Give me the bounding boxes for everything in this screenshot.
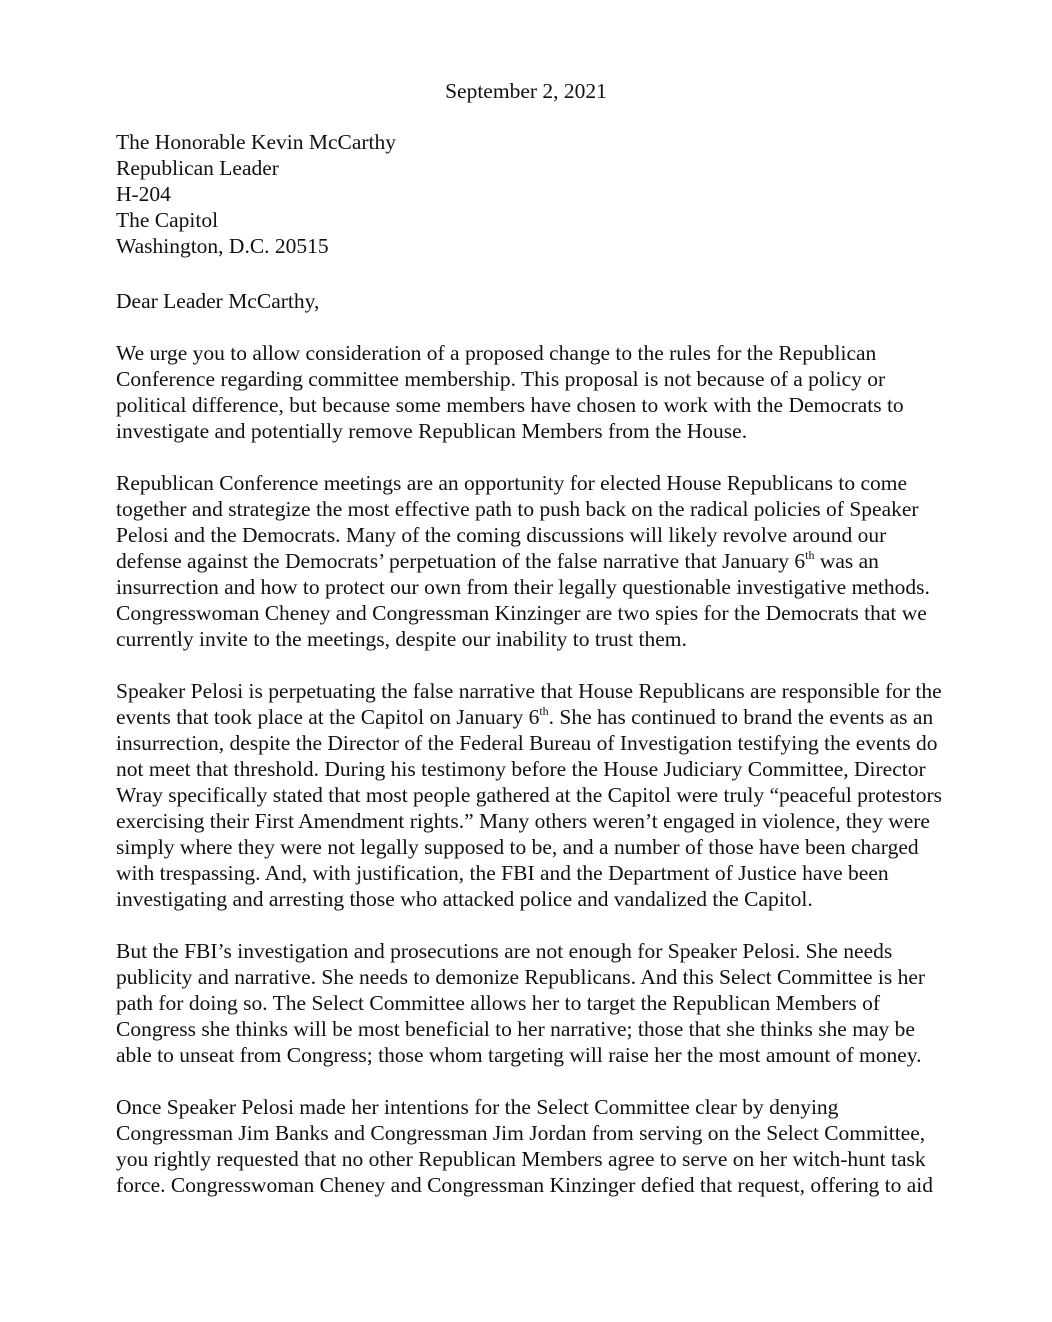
line-text: events that took place at the Capitol on January 6	[116, 705, 540, 729]
paragraph-line: Republican Conference meetings are an opportunity for elected House Republicans to come	[116, 471, 908, 495]
paragraph-line: insurrection and how to protect our own from their legally questionable investigative methods.	[116, 575, 930, 599]
salutation: Dear Leader McCarthy,	[116, 289, 320, 313]
line-text: was an	[814, 549, 879, 573]
paragraph-line: together and strategize the most effective path to push back on the radical policies of Speaker	[116, 497, 919, 521]
paragraph-line: publicity and narrative. She needs to demonize Republicans. And this Select Committee is her	[116, 965, 926, 989]
paragraph-line: with trespassing. And, with justification, the FBI and the Department of Justice have been	[116, 861, 889, 885]
paragraph-line: Pelosi and the Democrats. Many of the coming discussions will likely revolve around our	[116, 523, 887, 547]
paragraph-line: able to unseat from Congress; those whom targeting will raise her the most amount of money.	[116, 1043, 922, 1067]
ordinal-superscript: th	[539, 704, 549, 718]
paragraph-line: investigating and arresting those who attacked police and vandalized the Capitol.	[116, 887, 813, 911]
paragraph-line: political difference, but because some members have chosen to work with the Democrats to	[116, 393, 904, 417]
line-text: . She has continued to brand the events as an	[548, 705, 934, 729]
paragraph-line: path for doing so. The Select Committee allows her to target the Republican Members of	[116, 991, 881, 1015]
address-line: Republican Leader	[116, 156, 279, 180]
paragraph-line	[116, 705, 933, 730]
paragraph-line: investigate and potentially remove Republican Members from the House.	[116, 419, 748, 443]
address-line: H-204	[116, 182, 171, 206]
paragraph-line: Congress she thinks will be most beneficial to her narrative; those that she thinks she may be	[116, 1017, 915, 1041]
paragraph-line	[116, 549, 879, 574]
paragraph-line: Congressman Jim Banks and Congressman Jim Jordan from serving on the Select Committee,	[116, 1121, 926, 1145]
letter-date: September 2, 2021	[445, 79, 607, 103]
paragraph-line: Speaker Pelosi is perpetuating the false narrative that House Republicans are responsible for the	[116, 679, 942, 703]
paragraph-line: currently invite to the meetings, despite our inability to trust them.	[116, 627, 687, 651]
paragraph-line: insurrection, despite the Director of the Federal Bureau of Investigation testifying the events do	[116, 731, 938, 755]
paragraph-line: you rightly requested that no other Republican Members agree to serve on her witch-hunt task	[116, 1147, 926, 1171]
paragraph-line: Conference regarding committee membership. This proposal is not because of a policy or	[116, 367, 886, 391]
address-line: The Capitol	[116, 208, 219, 232]
paragraph-line: Congresswoman Cheney and Congressman Kinzinger are two spies for the Democrats that we	[116, 601, 927, 625]
paragraph-line: force. Congresswoman Cheney and Congressman Kinzinger defied that request, offering to aid	[116, 1173, 933, 1197]
paragraph-line: not meet that threshold. During his testimony before the House Judiciary Committee, Director	[116, 757, 926, 781]
paragraph-line: We urge you to allow consideration of a proposed change to the rules for the Republican	[116, 341, 877, 365]
ordinal-superscript: th	[805, 548, 815, 562]
paragraph-line: Once Speaker Pelosi made her intentions for the Select Committee clear by denying	[116, 1095, 839, 1119]
paragraph-line: Wray specifically stated that most people gathered at the Capitol were truly “peaceful protestors	[116, 783, 942, 807]
paragraph-line: simply where they were not legally supposed to be, and a number of those have been charged	[116, 835, 919, 859]
address-line: Washington, D.C. 20515	[116, 234, 329, 258]
line-text: defense against the Democrats’ perpetuation of the false narrative that January 6	[116, 549, 806, 573]
paragraph-line: But the FBI’s investigation and prosecutions are not enough for Speaker Pelosi. She needs	[116, 939, 893, 963]
address-line: The Honorable Kevin McCarthy	[116, 130, 397, 154]
paragraph-line: exercising their First Amendment rights.” Many others weren’t engaged in violence, they were	[116, 809, 930, 833]
